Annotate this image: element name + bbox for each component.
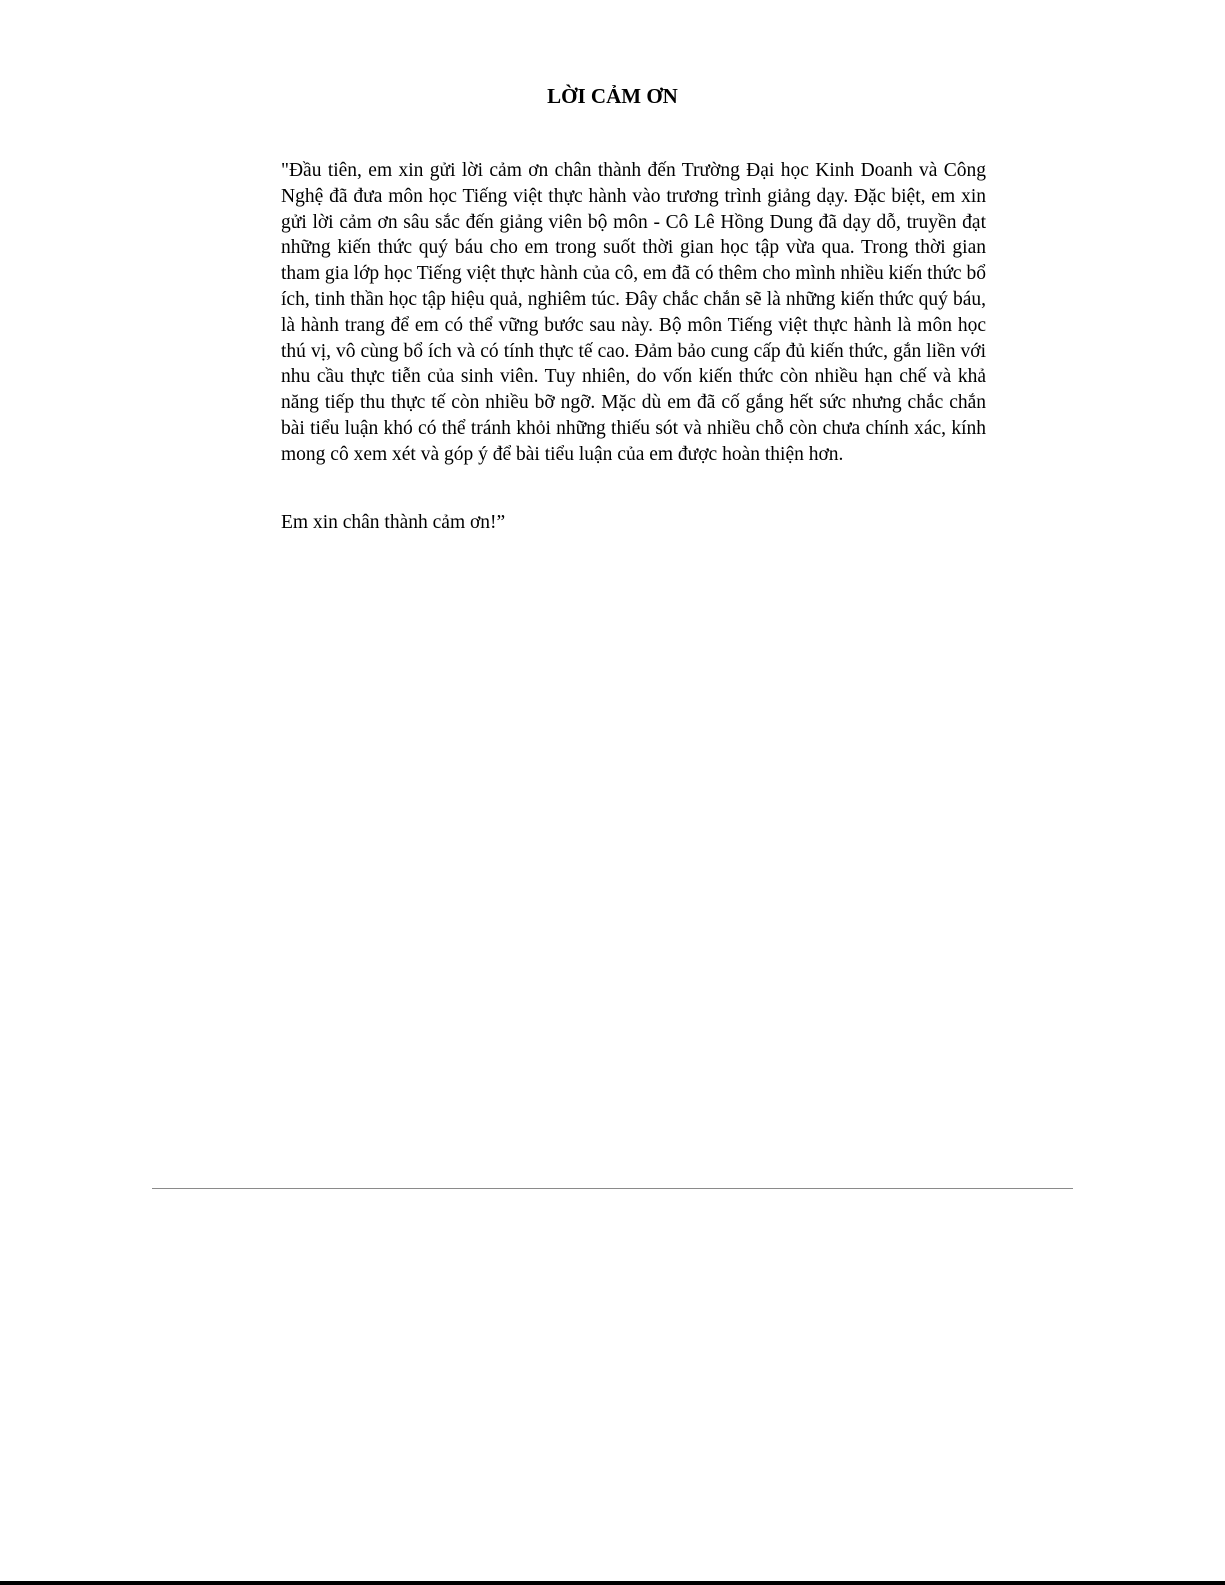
bottom-edge-bar [0, 1581, 1225, 1585]
acknowledgement-paragraph: "Đầu tiên, em xin gửi lời cảm ơn chân thành đến Trường Đại học Kinh Doanh và Công Nghệ đã đưa môn học Tiếng việt thực hành vào trương trình giảng dạy. Đặc biệt, em xin gửi lời cảm ơn sâu sắc đến giảng viên bộ môn - Cô Lê Hồng Dung đã dạy dỗ, truyền đạt những kiến thức quý báu cho em trong suốt thời gian học tập vừa qua. Trong thời gian tham gia lớp học Tiếng việt thực hành của cô, em đã có thêm cho mình nhiều kiến thức bổ ích, tinh thần học tập hiệu quả, nghiêm túc. Đây chắc chắn sẽ là những kiến thức quý báu, là hành trang để em có thể vững bước sau này. Bộ môn Tiếng việt thực hành là môn học thú vị, vô cùng bổ ích và có tính thực tế cao. Đảm bảo cung cấp đủ kiến thức, gắn liền với nhu cầu thực tiễn của sinh viên. Tuy nhiên, do vốn kiến thức còn nhiều hạn chế và khả năng tiếp thu thực tế còn nhiều bỡ ngỡ. Mặc dù em đã cố gắng hết sức nhưng chắc chắn bài tiểu luận khó có thể tránh khỏi những thiếu sót và nhiều chỗ còn chưa chính xác, kính mong cô xem xét và góp ý để bài tiểu luận của em được hoàn thiện hơn. [281, 160, 986, 465]
page-break-divider [152, 1188, 1073, 1189]
closing-line: Em xin chân thành cảm ơn!” [281, 512, 506, 533]
page-title: LỜI CẢM ƠN [547, 84, 678, 108]
